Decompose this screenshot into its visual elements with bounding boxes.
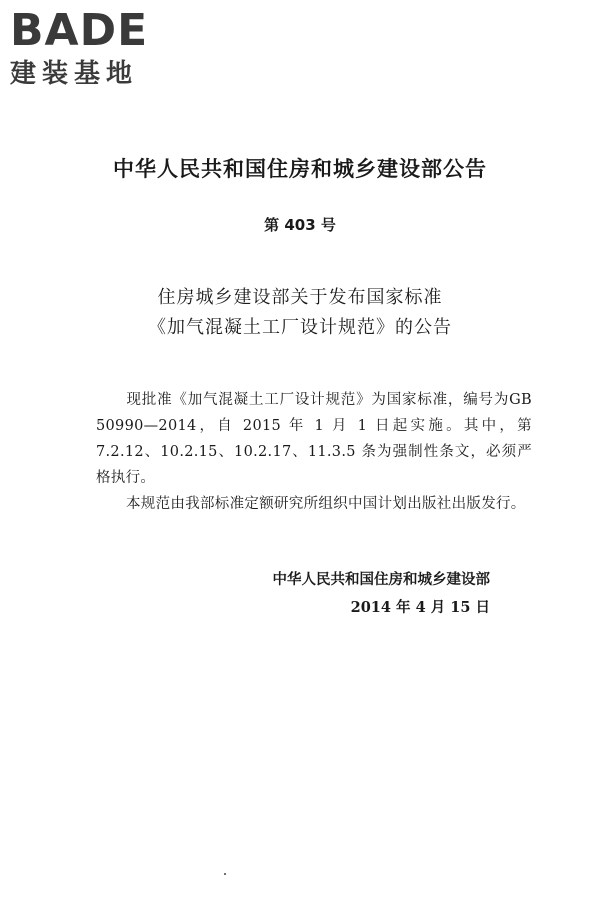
issue-date: 2014 年 4 月 15 日 xyxy=(350,599,490,616)
signature-block xyxy=(273,567,491,621)
subtitle-line-1: 住房城乡建设部关于发布国家标准 xyxy=(157,287,443,308)
scan-speck xyxy=(224,873,226,875)
logo-subtitle: 建装基地 xyxy=(10,59,139,89)
paragraph-publication-text: 本规范由我部标准定额研究所组织中国计划出版社出版发行。 xyxy=(126,496,526,512)
bade-logo xyxy=(10,6,175,90)
paragraph-approval xyxy=(96,387,532,491)
announcement-body xyxy=(96,387,532,517)
logo-wordmark: BADE xyxy=(10,5,149,56)
paragraph-publication xyxy=(96,491,532,517)
subtitle-line-2: 《加气混凝土工厂设计规范》的公告 xyxy=(148,317,452,338)
signatory: 中华人民共和国住房和城乡建设部 xyxy=(272,572,490,588)
paragraph-approval-text: 现批准《加气混凝土工厂设计规范》为国家标准，编号为GB 50990—2014，自 2015 年 1 月 1 日起实施。其中，第7.2.12、10.2.15、10.2.17、11.3.5 条为强制性条文，必须严格执行。 xyxy=(96,392,532,486)
announcement-number: 第 403 号 xyxy=(264,216,336,234)
document-title: 中华人民共和国住房和城乡建设部公告 xyxy=(113,157,487,181)
announcement-subtitle xyxy=(0,283,600,343)
